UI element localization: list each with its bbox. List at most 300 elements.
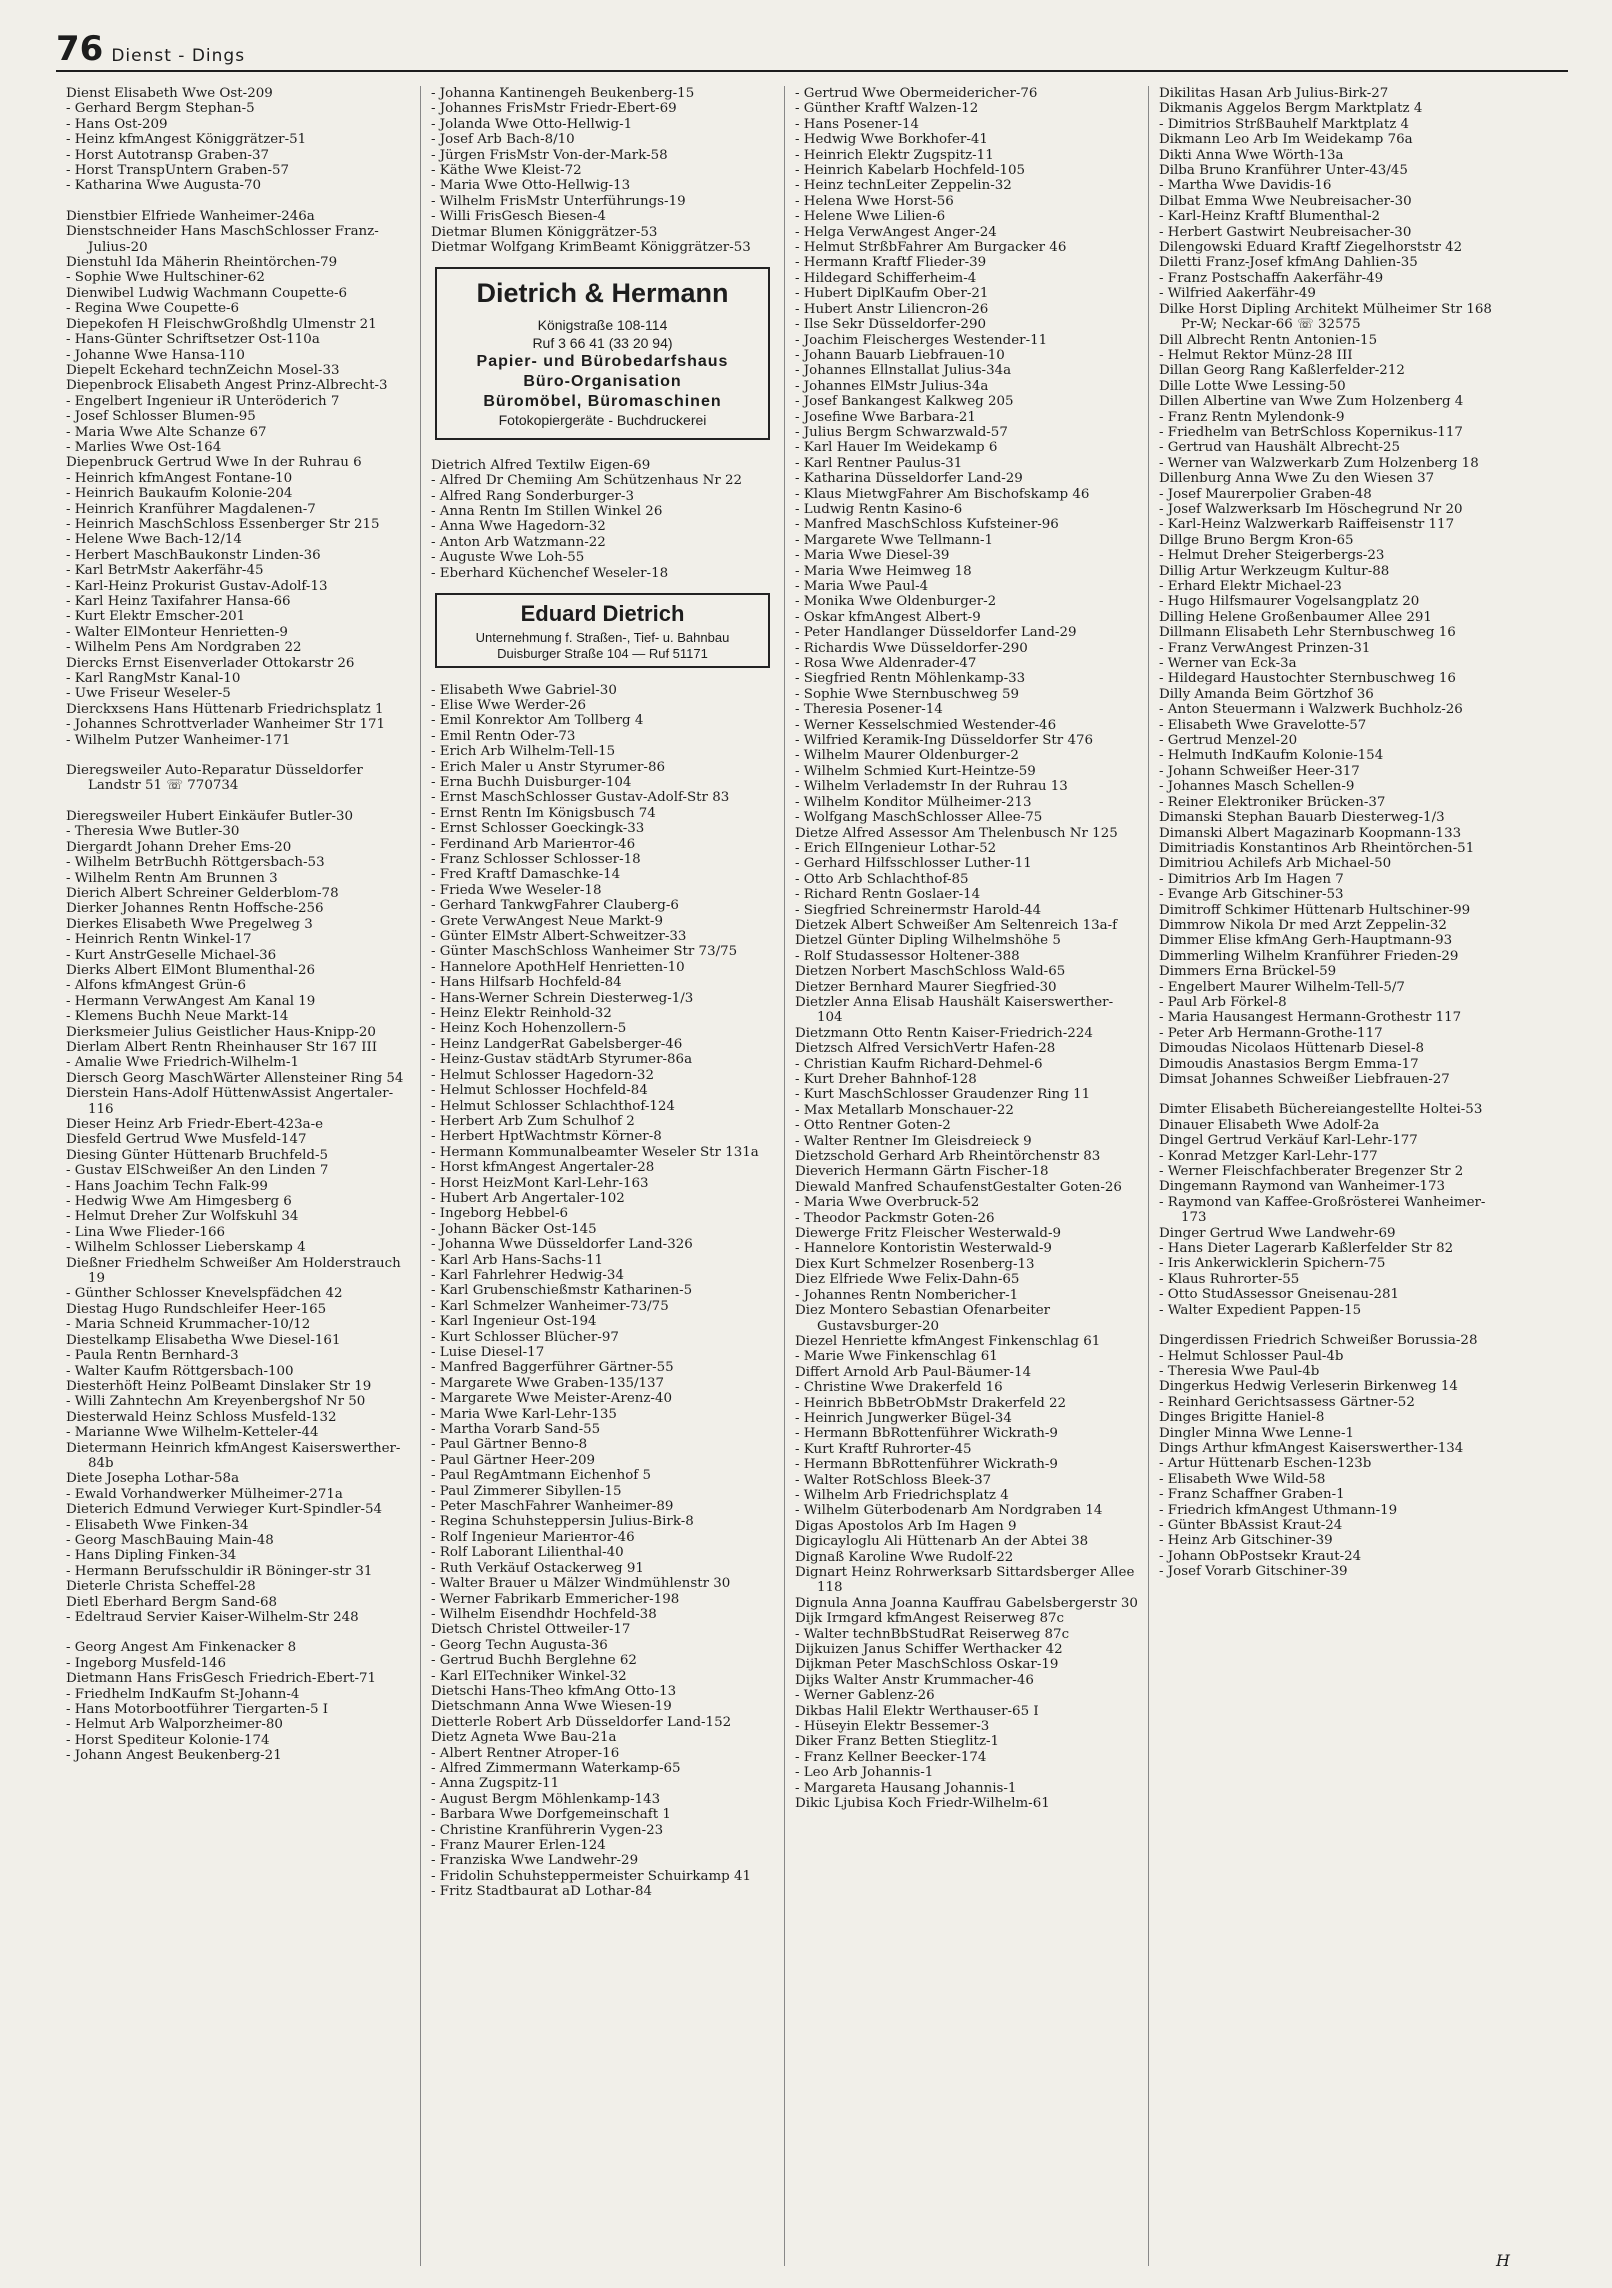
directory-entry: - Erich ElIngenieur Lothar-52 bbox=[795, 840, 997, 856]
directory-entry: - Herbert MaschBaukonstr Linden-36 bbox=[66, 547, 321, 563]
ad-line-3: Büromöbel, Büromaschinen bbox=[483, 393, 722, 411]
directory-entry: - Horst Spediteur Kolonie-174 bbox=[66, 1732, 270, 1748]
directory-entry: - Frieda Wwe Weseler-18 bbox=[431, 882, 602, 898]
directory-entry: - Hermann VerwAngest Am Kanal 19 bbox=[66, 993, 316, 1009]
directory-entry: Diepekofen H FleischwGroßhdlg Ulmenstr 21 bbox=[66, 316, 377, 332]
directory-entry: - Hüseyin Elektr Bessemer-3 bbox=[795, 1719, 990, 1735]
directory-entry: - Elisabeth Wwe Gravelotte-57 bbox=[1159, 717, 1367, 733]
directory-entry: - Marie Wwe Finkenschlag 61 bbox=[795, 1349, 998, 1365]
directory-entry: - Theresia Posener-14 bbox=[795, 702, 943, 718]
directory-entry: Dingel Gertrud Verkäuf Karl-Lehr-177 bbox=[1159, 1133, 1418, 1149]
directory-entry: - Werner Fleischfachberater Bregenzer Str 2 bbox=[1159, 1164, 1464, 1180]
directory-entry: - Franz Maurer Erlen-124 bbox=[431, 1838, 606, 1854]
directory-entry: - Johannes Rentn Nombericher-1 bbox=[795, 1287, 1019, 1303]
directory-entry: - Johannes Ellnstallat Julius-34a bbox=[795, 363, 1012, 379]
directory-entry: - Helmut Dreher Zur Wolfskuhl 34 bbox=[66, 1209, 299, 1225]
directory-entry: Dieregsweiler Hubert Einkäufer Butler-30 bbox=[66, 808, 354, 824]
directory-entry: - Karl Schmelzer Wanheimer-73/75 bbox=[431, 1298, 669, 1314]
directory-entry: Dietmar Wolfgang KrimBeamt Königgrätzer-53 bbox=[431, 240, 751, 256]
directory-entry: - Wilhelm BetrBuchh Röttgersbach-53 bbox=[66, 855, 325, 871]
directory-entry: - Ernst Schlosser Goeckingk-33 bbox=[431, 821, 645, 837]
directory-entry: - Marianne Wwe Wilhelm-Ketteler-44 bbox=[66, 1425, 319, 1441]
directory-entry: Diesterhöft Heinz PolBeamt Dinslaker Str 19 bbox=[66, 1378, 372, 1394]
directory-entry: - Karl Hauer Im Weidekamp 6 bbox=[795, 440, 998, 456]
directory-entry: - Sophie Wwe Hultschiner-62 bbox=[66, 270, 265, 286]
directory-entry: - Luise Diesel-17 bbox=[431, 1345, 545, 1361]
directory-entry: - Heinz kfmAngest Königgrätzer-51 bbox=[66, 132, 307, 148]
directory-entry: Dimoudis Anastasios Bergm Emma-17 bbox=[1159, 1056, 1419, 1072]
directory-entry: - Franz Schlosser Schlosser-18 bbox=[431, 852, 641, 868]
directory-entry: Dieterle Christa Scheffel-28 bbox=[66, 1579, 256, 1595]
directory-entry: - Ilse Sekr Düsseldorfer-290 bbox=[795, 317, 986, 333]
directory-entry: Dierksmeier Julius Geistlicher Haus-Knipp-20 bbox=[66, 1024, 376, 1040]
directory-entry: - Christine Wwe Drakerfeld 16 bbox=[795, 1380, 1003, 1396]
directory-entry: - Grete VerwAngest Neue Markt-9 bbox=[431, 913, 663, 929]
directory-entry: - Rolf Studassessor Holtener-388 bbox=[795, 948, 1020, 964]
directory-entry: - Franz VerwAngest Prinzen-31 bbox=[1159, 640, 1371, 656]
directory-entry: - Fred Kraftf Damaschke-14 bbox=[431, 867, 621, 883]
directory-entry: - Kurt AnstrGeselle Michael-36 bbox=[66, 947, 277, 963]
directory-entry: - Heinrich Kranführer Magdalenen-7 bbox=[66, 501, 316, 517]
directory-entry: - Maria Schneid Krummacher-10/12 bbox=[66, 1317, 311, 1333]
column-2-top bbox=[431, 86, 774, 255]
directory-entry: - Helene Wwe Bach-12/14 bbox=[66, 532, 242, 548]
directory-entry: - Hermann BbRottenführer Wickrath-9 bbox=[795, 1457, 1058, 1473]
directory-entry: - Martha Wwe Davidis-16 bbox=[1159, 178, 1332, 194]
directory-entry: - Johann Bauarb Liebfrauen-10 bbox=[795, 347, 1005, 363]
directory-entry: - Margareta Hausang Johannis-1 bbox=[795, 1780, 1017, 1796]
directory-entry: Dignula Anna Joanna Kauffrau Gabelsbergerstr 30 bbox=[795, 1595, 1138, 1611]
directory-entry: - Evange Arb Gitschiner-53 bbox=[1159, 887, 1344, 903]
directory-entry: Dietrich Alfred Textilw Eigen-69 bbox=[431, 457, 651, 473]
directory-entry: Dietterle Robert Arb Düsseldorfer Land-152 bbox=[431, 1714, 732, 1730]
directory-entry: - Iris Ankerwicklerin Spichern-75 bbox=[1159, 1256, 1386, 1272]
directory-entry: - Willi Zahntechn Am Kreyenbergshof Nr 50 bbox=[66, 1394, 366, 1410]
directory-entry: - Otto Arb Schlachthof-85 bbox=[795, 871, 969, 887]
page-header bbox=[56, 22, 1568, 72]
directory-entry: - Regina Schuhsteppersin Julius-Birk-8 bbox=[431, 1514, 694, 1530]
directory-entry: - Rolf Ingenieur Mariентor-46 bbox=[431, 1529, 635, 1545]
directory-entry: Dietzel Günter Dipling Wilhelmshöhe 5 bbox=[795, 933, 1061, 949]
directory-entry: - Gerhard Hilfsschlosser Luther-11 bbox=[795, 856, 1032, 872]
directory-entry: - Wilhelm Verlademstr In der Ruhrau 13 bbox=[795, 779, 1068, 795]
directory-entry: Dießner Friedhelm Schweißer Am Holderstrauch 19 bbox=[66, 1255, 401, 1287]
directory-entry: Dijkuizen Janus Schiffer Werthacker 42 bbox=[795, 1642, 1063, 1658]
directory-entry: - Paul Gärtner Heer-209 bbox=[431, 1452, 596, 1468]
directory-entry: - Emil Konrektor Am Tollberg 4 bbox=[431, 713, 644, 729]
directory-entry: - Amalie Wwe Friedrich-Wilhelm-1 bbox=[66, 1055, 300, 1071]
directory-entry: Dierich Albert Schreiner Gelderblom-78 bbox=[66, 885, 339, 901]
directory-entry: - Albert Rentner Atroper-16 bbox=[431, 1745, 620, 1761]
directory-entry: - Wilfried Aakerfähr-49 bbox=[1159, 286, 1316, 302]
directory-entry: - Raymond van Kaffee-Großrösterei Wanheimer-173 bbox=[1159, 1194, 1486, 1226]
directory-entry: - Karl-Heinz Prokurist Gustav-Adolf-13 bbox=[66, 578, 328, 594]
directory-entry: Diletti Franz-Josef kfmAng Dahlien-35 bbox=[1159, 255, 1418, 271]
directory-entry: - Gertrud Buchh Berglehne 62 bbox=[431, 1653, 637, 1669]
directory-entry: - Werner Kesselschmied Westender-46 bbox=[795, 717, 1057, 733]
page-mark: H bbox=[1496, 2251, 1510, 2270]
page-number: 76 bbox=[56, 29, 104, 69]
directory-entry: - Anton Steuermann i Walzwerk Buchholz-26 bbox=[1159, 702, 1463, 718]
directory-entry: - Johann Schweißer Heer-317 bbox=[1159, 763, 1360, 779]
directory-entry: - Johannes Schrottverlader Wanheimer Str 171 bbox=[66, 717, 386, 733]
ad-company-name: Dietrich & Hermann bbox=[476, 278, 729, 309]
directory-entry: Diex Kurt Schmelzer Rosenberg-13 bbox=[795, 1256, 1035, 1272]
directory-entry: Dignaß Karoline Wwe Rudolf-22 bbox=[795, 1549, 1014, 1565]
directory-entry: - Maria Wwe Overbruck-52 bbox=[795, 1195, 980, 1211]
directory-entry: - Käthe Wwe Kleist-72 bbox=[431, 163, 582, 179]
directory-entry: - Karl Arb Hans-Sachs-11 bbox=[431, 1252, 604, 1268]
directory-entry: Dietzler Anna Elisab Haushält Kaiserswerther-104 bbox=[795, 994, 1114, 1026]
directory-entry: - Elise Wwe Werder-26 bbox=[431, 697, 587, 713]
directory-entry: - Siegfried Schreinermstr Harold-44 bbox=[795, 902, 1042, 918]
ad2-line-2: Duisburger Straße 104 — Ruf 51171 bbox=[497, 645, 708, 661]
directory-entry: - Johanne Wwe Hansa-110 bbox=[66, 347, 245, 363]
directory-entry: - Johannes Masch Schellen-9 bbox=[1159, 779, 1355, 795]
directory-entry: - Otto Rentner Goten-2 bbox=[795, 1118, 951, 1134]
directory-entry: Diewerge Fritz Fleischer Westerwald-9 bbox=[795, 1226, 1062, 1242]
directory-entry: - Herbert Gastwirt Neubreisacher-30 bbox=[1159, 224, 1412, 240]
directory-entry: Dimmers Erna Brückel-59 bbox=[1159, 964, 1337, 980]
directory-entry: - Hans Motorbootführer Tiergarten-5 I bbox=[66, 1702, 329, 1718]
directory-entry: Diercks Ernst Eisenverlader Ottokarstr 26 bbox=[66, 655, 355, 671]
directory-entry: - Helmut Schlosser Schlachthof-124 bbox=[431, 1098, 675, 1114]
directory-entry: - Helmuth IndKaufm Kolonie-154 bbox=[1159, 748, 1384, 764]
directory-entry: Dingemann Raymond van Wanheimer-173 bbox=[1159, 1179, 1446, 1195]
directory-entry: Diergardt Johann Dreher Ems-20 bbox=[66, 839, 292, 855]
directory-entry: - Helmut Schlosser Hochfeld-84 bbox=[431, 1083, 648, 1099]
directory-entry: - Margarete Wwe Tellmann-1 bbox=[795, 532, 994, 548]
directory-entry: - Heinz Elektr Reinhold-32 bbox=[431, 1006, 612, 1022]
directory-entry: - Peter MaschFahrer Wanheimer-89 bbox=[431, 1499, 674, 1515]
directory-entry: - Helmut Rektor Münz-28 III bbox=[1159, 347, 1353, 363]
directory-entry: - Gertrud Wwe Obermeidericher-76 bbox=[795, 86, 1038, 101]
directory-entry: - Hedwig Wwe Borkhofer-41 bbox=[795, 132, 988, 148]
directory-entry: Dietschi Hans-Theo kfmAng Otto-13 bbox=[431, 1683, 677, 1699]
directory-entry: - Maria Wwe Karl-Lehr-135 bbox=[431, 1406, 617, 1422]
directory-columns bbox=[56, 86, 1568, 2266]
directory-entry: - Günter MaschSchloss Wanheimer Str 73/75 bbox=[431, 944, 738, 960]
directory-entry: - Klemens Buchh Neue Markt-14 bbox=[66, 1009, 289, 1025]
directory-entry: - Walter Kaufm Röttgersbach-100 bbox=[66, 1363, 294, 1379]
directory-entry: - Kurt Kraftf Ruhrorter-45 bbox=[795, 1441, 972, 1457]
directory-entry: - Martha Vorarb Sand-55 bbox=[431, 1422, 601, 1438]
directory-entry: Dimsat Johannes Schweißer Liebfrauen-27 bbox=[1159, 1072, 1450, 1087]
directory-entry: Dietzek Albert Schweißer Am Seltenreich 13a-f bbox=[795, 917, 1118, 933]
directory-entry: Dimitriou Achilefs Arb Michael-50 bbox=[1159, 856, 1392, 872]
directory-entry: Dienwibel Ludwig Wachmann Coupette-6 bbox=[66, 285, 348, 301]
directory-entry: - Gustav ElSchweißer An den Linden 7 bbox=[66, 1163, 329, 1179]
directory-entry: - Julius Bergm Schwarzwald-57 bbox=[795, 424, 1008, 440]
directory-entry: - Gertrud van Haushält Albrecht-25 bbox=[1159, 440, 1401, 456]
directory-entry: - Walter ElMonteur Henrietten-9 bbox=[66, 624, 288, 640]
directory-entry: Dietze Alfred Assessor Am Thelenbusch Nr 125 bbox=[795, 825, 1118, 841]
directory-entry: - Günter ElMstr Albert-Schweitzer-33 bbox=[431, 929, 687, 945]
directory-entry: - Joachim Fleischerges Westender-11 bbox=[795, 332, 1048, 348]
directory-entry: - Georg MaschBauing Main-48 bbox=[66, 1532, 274, 1548]
directory-entry: Dimitroff Schkimer Hüttenarb Hultschiner-99 bbox=[1159, 902, 1471, 918]
directory-entry: Diewald Manfred SchaufenstGestalter Goten-26 bbox=[795, 1179, 1122, 1195]
directory-entry: - Johann Angest Beukenberg-21 bbox=[66, 1748, 282, 1764]
directory-entry: - Ruth Verkäuf Ostackerweg 91 bbox=[431, 1560, 644, 1576]
directory-entry: - Günther Schlosser Knevelspfädchen 42 bbox=[66, 1286, 343, 1302]
directory-entry: Dillen Albertine van Wwe Zum Holzenberg 4 bbox=[1159, 394, 1464, 410]
directory-entry: - Wilhelm Pens Am Nordgraben 22 bbox=[66, 640, 302, 656]
directory-entry: - Johanna Kantinengeh Beukenberg-15 bbox=[431, 86, 695, 101]
directory-entry: - Elisabeth Wwe Gabriel-30 bbox=[431, 682, 617, 698]
directory-entry: - Peter Arb Hermann-Grothe-117 bbox=[1159, 1025, 1383, 1041]
directory-entry: Diesterwald Heinz Schloss Musfeld-132 bbox=[66, 1409, 337, 1425]
directory-entry: Dierstein Hans-Adolf HüttenwAssist Angertaler-116 bbox=[66, 1086, 394, 1117]
directory-entry: - Herbert Arb Zum Schulhof 2 bbox=[431, 1113, 635, 1129]
ad-phone: Ruf 3 66 41 (33 20 94) bbox=[532, 334, 673, 351]
directory-entry: - Johannes ElMstr Julius-34a bbox=[795, 378, 989, 394]
directory-entry: - Maria Wwe Heimweg 18 bbox=[795, 563, 972, 579]
directory-entry: - Maria Wwe Diesel-39 bbox=[795, 548, 950, 564]
directory-entry: Dikbas Halil Elektr Werthauser-65 I bbox=[795, 1703, 1039, 1719]
directory-entry: Dijks Walter Anstr Krummacher-46 bbox=[795, 1672, 1034, 1688]
directory-entry: - Helmut Schlosser Paul-4b bbox=[1159, 1348, 1344, 1364]
directory-entry: - Hans Dipling Finken-34 bbox=[66, 1548, 237, 1564]
directory-entry: - Wolfgang MaschSchlosser Allee-75 bbox=[795, 810, 1043, 826]
directory-entry: - Marlies Wwe Ost-164 bbox=[66, 439, 222, 455]
directory-entry: - Hermann Berufsschuldir iR Böninger-str 31 bbox=[66, 1563, 373, 1579]
directory-entry: - Karl Fahrlehrer Hedwig-34 bbox=[431, 1267, 624, 1283]
directory-entry: Diesfeld Gertrud Wwe Musfeld-147 bbox=[66, 1132, 307, 1148]
directory-entry: Dillan Georg Rang Kaßlerfelder-212 bbox=[1159, 363, 1405, 379]
directory-entry: - Werner Fabrikarb Emmericher-198 bbox=[431, 1591, 680, 1607]
directory-entry: - Johanna Wwe Düsseldorfer Land-326 bbox=[431, 1237, 693, 1253]
directory-entry: - Walter technBbStudRat Reiserweg 87c bbox=[795, 1626, 1070, 1642]
directory-entry: - Kurt Dreher Bahnhof-128 bbox=[795, 1072, 977, 1087]
advertisement-eduard-dietrich bbox=[435, 593, 770, 668]
directory-entry: - Ingeborg Musfeld-146 bbox=[66, 1655, 227, 1671]
ad-line-2: Büro-Organisation bbox=[523, 373, 682, 391]
directory-entry: - Franz Schaffner Graben-1 bbox=[1159, 1487, 1345, 1503]
directory-entry: Dilba Bruno Kranführer Unter-43/45 bbox=[1159, 163, 1408, 179]
directory-entry: Dimmer Elise kfmAng Gerh-Hauptmann-93 bbox=[1159, 933, 1453, 949]
directory-entry: Dimanski Stephan Bauarb Diesterweg-1/3 bbox=[1159, 810, 1445, 826]
directory-entry: Dienstbier Elfriede Wanheimer-246a bbox=[66, 208, 315, 224]
directory-entry: - Katharina Düsseldorfer Land-29 bbox=[795, 471, 1023, 487]
directory-entry: Diete Josepha Lothar-58a bbox=[66, 1471, 240, 1487]
directory-entry: Dikilitas Hasan Arb Julius-Birk-27 bbox=[1159, 86, 1389, 101]
directory-entry: - Jürgen FrisMstr Von-der-Mark-58 bbox=[431, 147, 668, 163]
directory-entry: - Heinrich Rentn Winkel-17 bbox=[66, 932, 252, 948]
ad2-company-name: Eduard Dietrich bbox=[520, 600, 685, 626]
directory-entry: Digas Apostolos Arb Im Hagen 9 bbox=[795, 1518, 1017, 1534]
directory-entry: - Wilhelm FrisMstr Unterführungs-19 bbox=[431, 193, 686, 209]
directory-entry: - Dimitrios StrßBauhelf Marktplatz 4 bbox=[1159, 116, 1410, 132]
directory-entry: - Artur Hüttenarb Eschen-123b bbox=[1159, 1456, 1372, 1472]
directory-entry: Dingerdissen Friedrich Schweißer Borussia-28 bbox=[1159, 1333, 1478, 1349]
directory-entry: - Eberhard Küchenchef Weseler-18 bbox=[431, 565, 669, 581]
directory-entry: - Ewald Vorhandwerker Mülheimer-271a bbox=[66, 1486, 343, 1502]
directory-entry: - Josef Schlosser Blumen-95 bbox=[66, 409, 256, 425]
directory-entry: - Hans Dieter Lagerarb Kaßlerfelder Str 82 bbox=[1159, 1241, 1454, 1257]
directory-entry: - Emil Rentn Oder-73 bbox=[431, 728, 576, 744]
directory-entry: - Alfred Rang Sonderburger-3 bbox=[431, 488, 634, 504]
column-2-bottom bbox=[431, 683, 774, 1900]
running-head: Dienst - Dings bbox=[111, 45, 246, 66]
directory-entry: - Alfred Dr Chemiing Am Schützenhaus Nr 22 bbox=[431, 473, 743, 489]
directory-entry: - Alfred Zimmermann Waterkamp-65 bbox=[431, 1760, 681, 1776]
directory-entry: - Johann ObPostsekr Kraut-24 bbox=[1159, 1548, 1362, 1564]
directory-entry: - Wilfried Keramik-Ing Düsseldorfer Str 476 bbox=[795, 733, 1093, 749]
directory-entry: - Hannelore Kontoristin Westerwald-9 bbox=[795, 1241, 1052, 1257]
directory-entry: Dierker Johannes Rentn Hoffsche-256 bbox=[66, 901, 324, 917]
directory-entry: - Heinz LandgerRat Gabelsberger-46 bbox=[431, 1036, 683, 1052]
ad-line-1: Papier- und Bürobedarfshaus bbox=[476, 353, 729, 371]
directory-entry: Dilly Amanda Beim Görtzhof 36 bbox=[1159, 686, 1374, 702]
directory-entry: - Dimitrios Arb Im Hagen 7 bbox=[1159, 871, 1344, 887]
directory-entry: - Walter Expedient Pappen-15 bbox=[1159, 1302, 1362, 1318]
directory-entry: - Manfred Baggerführer Gärtner-55 bbox=[431, 1360, 674, 1376]
directory-entry: - Erhard Elektr Michael-23 bbox=[1159, 579, 1342, 594]
directory-entry: - Friedrich kfmAngest Uthmann-19 bbox=[1159, 1502, 1398, 1518]
directory-entry: Dilke Horst Dipling Architekt Mülheimer Str 168 Pr-W; Neckar-66 ☏ 32575 bbox=[1159, 301, 1492, 333]
directory-entry: Dietschmann Anna Wwe Wiesen-19 bbox=[431, 1699, 672, 1715]
directory-entry: Dillmann Elisabeth Lehr Sternbuschweg 16 bbox=[1159, 625, 1456, 641]
directory-entry: - Hans-Günter Schriftsetzer Ost-110a bbox=[66, 332, 320, 348]
directory-entry: - Karl Grubenschießmstr Katharinen-5 bbox=[431, 1283, 693, 1299]
directory-entry: - Wilhelm Konditor Mülheimer-213 bbox=[795, 794, 1032, 810]
directory-entry: - Paul Zimmerer Sibyllen-15 bbox=[431, 1483, 622, 1499]
directory-entry: Dillge Bruno Bergm Kron-65 bbox=[1159, 532, 1354, 548]
directory-entry: - Heinz Arb Gitschiner-39 bbox=[1159, 1533, 1333, 1549]
directory-entry: - Reinhard Gerichtsassess Gärtner-52 bbox=[1159, 1394, 1415, 1410]
directory-entry: - Ernst Rentn Im Königsbusch 74 bbox=[431, 805, 656, 821]
directory-entry: Dignart Heinz Rohrwerksarb Sittardsberger Allee 118 bbox=[795, 1565, 1135, 1596]
ad-street: Königstraße 108-114 bbox=[537, 317, 668, 334]
directory-entry: - Helene Wwe Lilien-6 bbox=[795, 209, 946, 225]
directory-entry: - Uwe Friseur Weseler-5 bbox=[66, 686, 231, 702]
directory-entry: - Theresia Wwe Butler-30 bbox=[66, 824, 240, 840]
directory-entry: - Anton Arb Watzmann-22 bbox=[431, 534, 606, 550]
directory-entry: Dings Arthur kfmAngest Kaiserswerther-134 bbox=[1159, 1440, 1464, 1456]
directory-entry: - Heinrich Elektr Zugspitz-11 bbox=[795, 147, 994, 163]
directory-entry: Digicayloglu Ali Hüttenarb An der Abtei 38 bbox=[795, 1534, 1089, 1550]
directory-entry: - Josef Maurerpolier Graben-48 bbox=[1159, 486, 1372, 502]
directory-entry: - Herbert HptWachtmstr Körner-8 bbox=[431, 1129, 662, 1145]
directory-entry: - Engelbert Maurer Wilhelm-Tell-5/7 bbox=[1159, 979, 1405, 995]
directory-entry: - Klaus Ruhrorter-55 bbox=[1159, 1271, 1300, 1287]
directory-entry: - Helmut StrßbFahrer Am Burgacker 46 bbox=[795, 240, 1067, 256]
directory-entry: - Hannelore ApothHelf Henrietten-10 bbox=[431, 959, 685, 975]
directory-entry: Dinger Gertrud Wwe Landwehr-69 bbox=[1159, 1225, 1396, 1241]
directory-entry: Dieregsweiler Auto-Reparatur Düsseldorfer Landstr 51 ☏ 770734 bbox=[66, 763, 363, 794]
directory-entry: Dimitriadis Konstantinos Arb Rheintörchen-51 bbox=[1159, 840, 1475, 856]
directory-entry: - Heinz technLeiter Zeppelin-32 bbox=[795, 178, 1012, 194]
directory-entry: - Regina Wwe Coupette-6 bbox=[66, 301, 240, 317]
directory-entry: - Ingeborg Hebbel-6 bbox=[431, 1206, 569, 1222]
directory-entry: - Günter BbAssist Kraut-24 bbox=[1159, 1517, 1343, 1533]
directory-entry: - Lina Wwe Flieder-166 bbox=[66, 1224, 225, 1240]
directory-entry: - Hildegard Haustochter Sternbuschweg 16 bbox=[1159, 671, 1456, 687]
directory-entry: Dimmerling Wilhelm Kranführer Frieden-29 bbox=[1159, 948, 1459, 964]
ad-line-4: Fotokopiergeräte - Buchdruckerei bbox=[498, 412, 707, 429]
directory-entry: - Rosa Wwe Aldenrader-47 bbox=[795, 656, 977, 672]
directory-entry: - Ludwig Rentn Kasino-6 bbox=[795, 501, 963, 517]
directory-entry: - Josef Walzwerksarb Im Höschegrund Nr 20 bbox=[1159, 501, 1463, 517]
directory-entry: - Werner van Walzwerkarb Zum Holzenberg 18 bbox=[1159, 455, 1479, 471]
directory-entry: Dietsch Christel Ottweiler-17 bbox=[431, 1622, 631, 1638]
directory-entry: - Paul Gärtner Benno-8 bbox=[431, 1437, 588, 1453]
directory-entry: - Heinrich Baukaufm Kolonie-204 bbox=[66, 486, 293, 502]
directory-entry: - Karl Ingenieur Ost-194 bbox=[431, 1314, 597, 1330]
directory-entry: - Paul RegAmtmann Eichenhof 5 bbox=[431, 1468, 651, 1484]
directory-entry: - Hans Posener-14 bbox=[795, 116, 920, 132]
directory-entry: - Christian Kaufm Richard-Dehmel-6 bbox=[795, 1056, 1043, 1072]
directory-entry: Diez Elfriede Wwe Felix-Dahn-65 bbox=[795, 1272, 1020, 1288]
directory-entry: - Siegfried Rentn Möhlenkamp-33 bbox=[795, 671, 1026, 687]
directory-entry: - Walter RotSchloss Bleek-37 bbox=[795, 1472, 992, 1488]
directory-entry: Dilengowski Eduard Kraftf Ziegelhorststr 42 bbox=[1159, 240, 1463, 256]
directory-entry: Dietzmann Otto Rentn Kaiser-Friedrich-224 bbox=[795, 1025, 1093, 1041]
directory-entry: - Wilhelm Schmied Kurt-Heintze-59 bbox=[795, 763, 1036, 779]
directory-entry: Dikic Ljubisa Koch Friedr-Wilhelm-61 bbox=[795, 1796, 1050, 1812]
directory-entry: - Hildegard Schifferheim-4 bbox=[795, 270, 977, 286]
column-1 bbox=[56, 86, 420, 2266]
directory-entry: - Hans Joachim Techn Falk-99 bbox=[66, 1178, 268, 1194]
directory-entry: - Maria Hausangest Hermann-Grothestr 117 bbox=[1159, 1010, 1462, 1026]
directory-entry: - Wilhelm Rentn Am Brunnen 3 bbox=[66, 870, 278, 886]
directory-entry: - Konrad Metzger Karl-Lehr-177 bbox=[1159, 1148, 1378, 1164]
directory-entry: Diestag Hugo Rundschleifer Heer-165 bbox=[66, 1301, 327, 1317]
directory-entry: - Elisabeth Wwe Wild-58 bbox=[1159, 1471, 1326, 1487]
directory-entry: - Gertrud Menzel-20 bbox=[1159, 733, 1298, 749]
directory-entry: - Edeltraud Servier Kaiser-Wilhelm-Str 248 bbox=[66, 1610, 359, 1625]
directory-entry: - Elisabeth Wwe Finken-34 bbox=[66, 1517, 249, 1533]
directory-entry: Dikmann Leo Arb Im Weidekamp 76a bbox=[1159, 132, 1413, 148]
directory-entry: - Peter Handlanger Düsseldorfer Land-29 bbox=[795, 625, 1077, 641]
directory-entry: - Wilhelm Putzer Wanheimer-171 bbox=[66, 732, 291, 748]
advertisement-dietrich-hermann bbox=[435, 267, 770, 439]
directory-entry: - Friedhelm van BetrSchloss Kopernikus-117 bbox=[1159, 424, 1463, 440]
directory-entry: Diestelkamp Elisabetha Wwe Diesel-161 bbox=[66, 1332, 341, 1348]
directory-entry: - Franziska Wwe Landwehr-29 bbox=[431, 1853, 639, 1869]
directory-entry: - Willi FrisGesch Biesen-4 bbox=[431, 209, 606, 225]
directory-entry: - Josefine Wwe Barbara-21 bbox=[795, 409, 976, 425]
directory-entry: - Hermann Kommunalbeamter Weseler Str 131a bbox=[431, 1144, 759, 1160]
directory-entry: - Josef Vorarb Gitschiner-39 bbox=[1159, 1564, 1348, 1580]
directory-entry: - Heinrich BbBetrObMstr Drakerfeld 22 bbox=[795, 1395, 1067, 1411]
directory-entry: - Richardis Wwe Düsseldorfer-290 bbox=[795, 640, 1028, 656]
directory-entry: - Heinrich Kabelarb Hochfeld-105 bbox=[795, 163, 1026, 179]
directory-entry: Dijk Irmgard kfmAngest Reiserweg 87c bbox=[795, 1611, 1065, 1627]
directory-entry: Diez Montero Sebastian Ofenarbeiter Gustavsburger-20 bbox=[795, 1303, 1051, 1334]
directory-entry: - Wilhelm Güterbodenarb Am Nordgraben 14 bbox=[795, 1503, 1103, 1519]
directory-entry: - Hermann Kraftf Flieder-39 bbox=[795, 255, 987, 271]
directory-entry: - Friedhelm IndKaufm St-Johann-4 bbox=[66, 1686, 300, 1702]
directory-entry: - Otto StudAssessor Gneisenau-281 bbox=[1159, 1287, 1400, 1303]
directory-entry: Dienstschneider Hans MaschSchlosser Franz-Julius-20 bbox=[66, 224, 379, 255]
directory-entry: - Klaus MietwgFahrer Am Bischofskamp 46 bbox=[795, 486, 1090, 502]
directory-entry: - Hans-Werner Schrein Diesterweg-1/3 bbox=[431, 990, 694, 1006]
directory-entry: - Hubert Anstr Liliencron-26 bbox=[795, 301, 989, 317]
directory-entry: - Christine Kranführerin Vygen-23 bbox=[431, 1822, 664, 1838]
directory-entry: - Heinrich Jungwerker Bügel-34 bbox=[795, 1410, 1012, 1426]
directory-entry: - Erich Maler u Anstr Styrumer-86 bbox=[431, 759, 665, 775]
directory-entry: Dingerkus Hedwig Verleserin Birkenweg 14 bbox=[1159, 1379, 1458, 1395]
directory-entry: Dilling Helene Großenbaumer Allee 291 bbox=[1159, 609, 1432, 625]
directory-entry: - Walter Brauer u Mälzer Windmühlenstr 30 bbox=[431, 1576, 731, 1592]
directory-entry: Dijkman Peter MaschSchloss Oskar-19 bbox=[795, 1657, 1059, 1673]
directory-entry: - Horst kfmAngest Angertaler-28 bbox=[431, 1160, 655, 1176]
directory-entry: Diepenbruck Gertrud Wwe In der Ruhrau 6 bbox=[66, 455, 362, 471]
directory-entry: Diepenbrock Elisabeth Angest Prinz-Albrecht-3 bbox=[66, 378, 388, 394]
directory-entry: Diesing Günter Hüttenarb Bruchfeld-5 bbox=[66, 1147, 329, 1163]
